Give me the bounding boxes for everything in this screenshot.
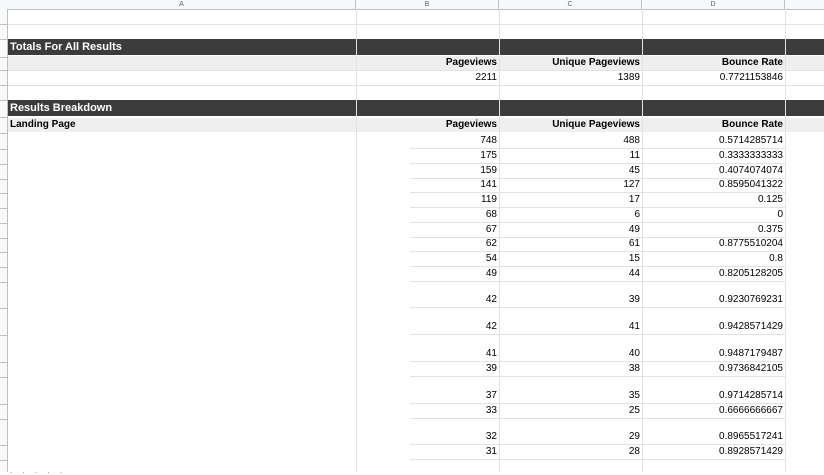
row-bounce-rate-cell[interactable]: 0.8775510204 xyxy=(719,238,783,249)
row-bounce-rate-cell[interactable]: 0 xyxy=(777,209,783,220)
row-pageviews-cell[interactable]: 42 xyxy=(485,294,497,305)
row-pageviews-cell[interactable]: 54 xyxy=(485,253,497,264)
breakdown-header-pageviews[interactable]: Pageviews xyxy=(445,119,497,130)
totals-bounce-rate-value[interactable]: 0.7721153846 xyxy=(719,72,783,83)
row-pageviews-cell[interactable]: 67 xyxy=(485,224,497,235)
row-unique-pageviews-cell[interactable]: 29 xyxy=(628,431,640,442)
row-pageviews-cell[interactable]: 42 xyxy=(485,321,497,332)
row-pageviews-cell[interactable]: 175 xyxy=(480,150,497,161)
row-bounce-rate-cell[interactable]: 0.9714285714 xyxy=(719,390,783,401)
row-bounce-rate-cell[interactable]: 0.3333333333 xyxy=(719,150,783,161)
row-pageviews-cell[interactable]: 119 xyxy=(481,194,497,205)
row-pageviews-cell[interactable]: 141 xyxy=(480,179,497,190)
row-unique-pageviews-cell[interactable]: 25 xyxy=(628,405,640,416)
row-pageviews-cell[interactable]: 159 xyxy=(480,165,497,176)
row-unique-pageviews-cell[interactable]: 15 xyxy=(628,253,640,264)
row-bounce-rate-cell[interactable]: 0.8 xyxy=(769,253,783,264)
totals-header-unique-pageviews[interactable]: Unique Pageviews xyxy=(552,57,640,68)
row-pageviews-cell[interactable]: 41 xyxy=(485,348,497,359)
row-unique-pageviews-cell[interactable]: 41 xyxy=(628,321,640,332)
row-bounce-rate-cell[interactable]: 0.125 xyxy=(757,194,783,205)
breakdown-header-landing-page[interactable]: Landing Page xyxy=(10,119,76,130)
row-bounce-rate-cell[interactable]: 0.5714285714 xyxy=(719,135,783,146)
partial-row-fragment: . . . . . xyxy=(10,466,67,475)
row-bounce-rate-cell[interactable]: 0.8928571429 xyxy=(719,446,783,457)
row-bounce-rate-cell[interactable]: 0.375 xyxy=(757,224,783,235)
row-pageviews-cell[interactable]: 49 xyxy=(485,268,497,279)
column-header-d[interactable]: D xyxy=(642,0,785,9)
row-bounce-rate-cell[interactable]: 0.8205128205 xyxy=(719,268,783,279)
column-header-a[interactable]: A xyxy=(8,0,356,9)
row-unique-pageviews-cell[interactable]: 40 xyxy=(628,348,640,359)
row-bounce-rate-cell[interactable]: 0.4074074074 xyxy=(719,165,783,176)
row-pageviews-cell[interactable]: 31 xyxy=(485,446,497,457)
breakdown-header-bounce-rate[interactable]: Bounce Rate xyxy=(721,119,783,130)
row-unique-pageviews-cell[interactable]: 38 xyxy=(628,363,640,374)
column-header-b[interactable]: B xyxy=(356,0,499,9)
row-bounce-rate-cell[interactable]: 0.9487179487 xyxy=(719,348,783,359)
row-unique-pageviews-cell[interactable]: 28 xyxy=(628,446,640,457)
totals-unique-pageviews-value[interactable]: 1389 xyxy=(617,72,640,83)
row-unique-pageviews-cell[interactable]: 45 xyxy=(628,165,640,176)
totals-header-pageviews[interactable]: Pageviews xyxy=(445,57,497,68)
row-bounce-rate-cell[interactable]: 0.6666666667 xyxy=(719,405,783,416)
row-pageviews-cell[interactable]: 68 xyxy=(485,209,497,220)
row-unique-pageviews-cell[interactable]: 44 xyxy=(628,268,640,279)
row-unique-pageviews-cell[interactable]: 17 xyxy=(628,194,640,205)
row-pageviews-cell[interactable]: 33 xyxy=(485,405,497,416)
column-header-e[interactable] xyxy=(785,0,824,9)
column-header-c[interactable]: C xyxy=(499,0,642,9)
row-bounce-rate-cell[interactable]: 0.9428571429 xyxy=(719,321,783,332)
row-bounce-rate-cell[interactable]: 0.9736842105 xyxy=(719,363,783,374)
breakdown-section-title: Results Breakdown xyxy=(8,100,824,116)
row-unique-pageviews-cell[interactable]: 6 xyxy=(634,209,640,220)
row-header-gutter[interactable] xyxy=(0,9,8,472)
column-header-bar xyxy=(0,0,824,10)
row-unique-pageviews-cell[interactable]: 61 xyxy=(628,238,640,249)
totals-section-title: Totals For All Results xyxy=(8,39,824,55)
row-pageviews-cell[interactable]: 32 xyxy=(485,431,497,442)
breakdown-header-unique-pageviews[interactable]: Unique Pageviews xyxy=(552,119,640,130)
row-unique-pageviews-cell[interactable]: 127 xyxy=(623,179,640,190)
row-unique-pageviews-cell[interactable]: 39 xyxy=(628,294,640,305)
row-pageviews-cell[interactable]: 62 xyxy=(485,238,497,249)
totals-pageviews-value[interactable]: 2211 xyxy=(475,72,497,83)
row-pageviews-cell[interactable]: 39 xyxy=(485,363,497,374)
row-pageviews-cell[interactable]: 748 xyxy=(480,135,497,146)
totals-header-bounce-rate[interactable]: Bounce Rate xyxy=(721,57,783,68)
row-unique-pageviews-cell[interactable]: 11 xyxy=(629,150,640,161)
row-pageviews-cell[interactable]: 37 xyxy=(485,390,497,401)
row-unique-pageviews-cell[interactable]: 49 xyxy=(628,224,640,235)
row-bounce-rate-cell[interactable]: 0.9230769231 xyxy=(719,294,783,305)
row-unique-pageviews-cell[interactable]: 35 xyxy=(628,390,640,401)
row-bounce-rate-cell[interactable]: 0.8595041322 xyxy=(719,179,783,190)
row-bounce-rate-cell[interactable]: 0.8965517241 xyxy=(719,431,783,442)
row-unique-pageviews-cell[interactable]: 488 xyxy=(623,135,640,146)
